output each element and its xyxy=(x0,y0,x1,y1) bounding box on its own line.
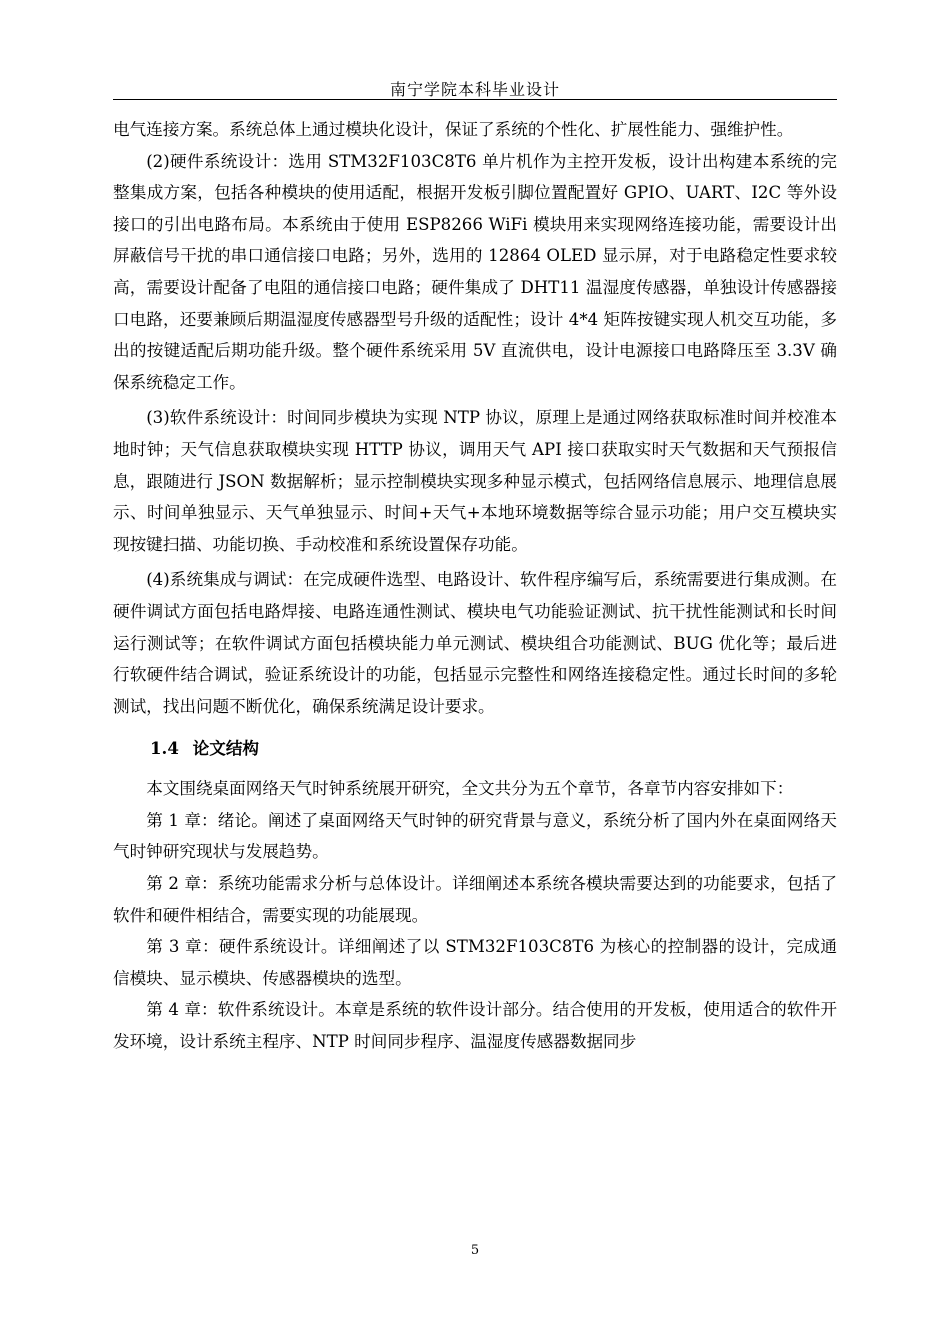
paragraph-chapter-4: 第 4 章：软件系统设计。本章是系统的软件设计部分。结合使用的开发板，使用适合的软件开发环境，设计系统主程序、NTP 时间同步程序、温湿度传感器数据同步 xyxy=(113,1000,837,1052)
paragraph-chapter-2: 第 2 章：系统功能需求分析与总体设计。详细阐述本系统各模块需要达到的功能要求，包括了软件和硬件相结合，需要实现的功能展现。 xyxy=(113,874,837,925)
paragraph-chapter-3: 第 3 章：硬件系统设计。详细阐述了以 STM32F103C8T6 为核心的控制器的设计，完成通信模块、显示模块、传感器模块的选型。 xyxy=(113,937,837,988)
page-body xyxy=(113,114,837,1058)
paragraph-integration-testing: (4)系统集成与调试：在完成硬件选型、电路设计、软件程序编写后，系统需要进行集成测。在硬件调试方面包括电路焊接、电路连通性测试、模块电气功能验证测试、抗干扰性能测试和长时间运行测试等；在软件调试方面包括模块能力单元测试、模块组合功能测试、BUG 优化等；最后进行软硬件结合调试，验证系统设计的功能，包括显示完整性和网络连接稳定性。通过长时间的多轮测试，找出问题不断优化，确保系统满足设计要求。 xyxy=(113,570,837,716)
header-divider xyxy=(113,99,837,100)
paragraph-hardware-design: (2)硬件系统设计：选用 STM32F103C8T6 单片机作为主控开发板，设计出构建本系统的完整集成方案，包括各种模块的使用适配，根据开发板引脚位置配置好 GPIO、UART、I2C 等外设接口的引出电路布局。本系统由于使用 ESP8266 WiFi 模块用来实现网络连接功能，需要设计出屏蔽信号干扰的串口通信接口电路；另外，选用的 12864 OLED 显示屏，对于电路稳定性要求较高，需要设计配备了电阻的通信接口电路；硬件集成了 DHT11 温湿度传感器，单独设计传感器接口电路，还要兼顾后期温湿度传感器型号升级的适配性；设计 4*4 矩阵按键实现人机交互功能，多出的按键适配后期功能升级。整个硬件系统采用 5V 直流供电，设计电源接口电路降压至 3.3V 确保系统稳定工作。 xyxy=(113,151,837,392)
section-title: 论文结构 xyxy=(192,738,260,759)
paragraph-structure-intro: 本文围绕桌面网络天气时钟系统展开研究，全文共分为五个章节，各章节内容安排如下： xyxy=(146,779,794,799)
section-number: 1.4 xyxy=(150,738,179,759)
paragraph-chapter-1: 第 1 章：绪论。阐述了桌面网络天气时钟的研究背景与意义，系统分析了国内外在桌面网络天气时钟研究现状与发展趋势。 xyxy=(113,810,837,862)
section-heading xyxy=(113,733,837,764)
paragraph-continuation: 电气连接方案。系统总体上通过模块化设计，保证了系统的个性化、扩展性能力、强维护性。 xyxy=(113,120,794,139)
paragraph-software-design: (3)软件系统设计：时间同步模块为实现 NTP 协议，原理上是通过网络获取标准时间并校准本地时钟；天气信息获取模块实现 HTTP 协议，调用天气 API 接口获取实时天气数据和天气预报信息，跟随进行 JSON 数据解析；显示控制模块实现多种显示模式，包括网络信息展示、地理信息展示、时间单独显示、天气单独显示、时间+天气+本地环境数据等综合显示功能；用户交互模块实现按键扫描、功能切换、手动校准和系统设置保存功能。 xyxy=(113,408,837,554)
page-number: 5 xyxy=(470,1243,480,1258)
running-header: 南宁学院本科毕业设计 xyxy=(389,80,560,99)
